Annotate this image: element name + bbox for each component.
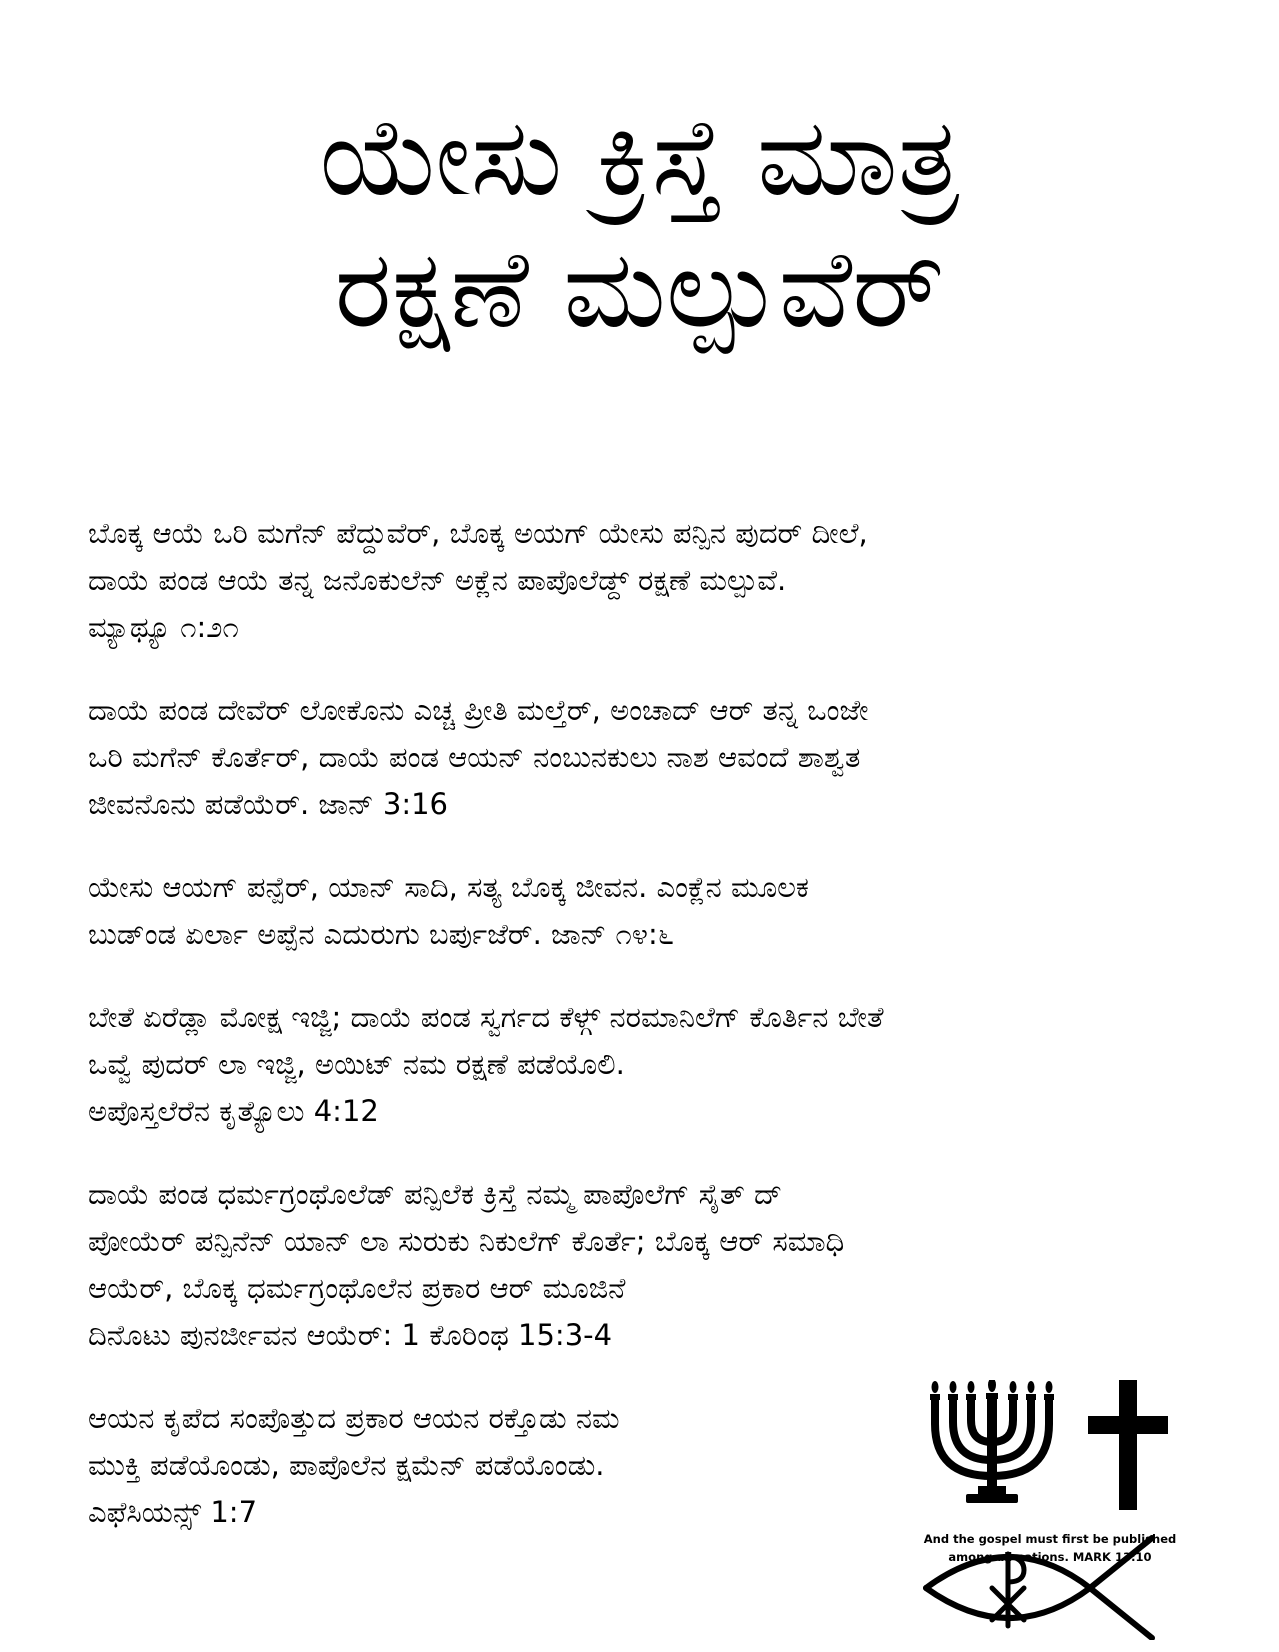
verse-line: ಮುಕ್ತಿ ಪಡೆಯೊಂಡು, ಪಾಪೊಲೆನ ಕ್ಷಮೆನ್ ಪಡೆಯೊಂಡು. <box>88 1448 605 1482</box>
verse-line: ದಾಯೆ ಪಂಡ ಧರ್ಮಗ್ರಂಥೊಲೆಡ್ ಪನ್ಪಿಲೆಕ ಕ್ರಿಸ್ತೆ ನಮ್ಮ ಪಾಪೊಲೆಗ್ ಸೈತ್ ದ್ <box>88 1177 783 1211</box>
footer-line-2: among all nations. MARK 13:10 <box>948 1550 1152 1564</box>
verse-line: ಆಯೆರ್, ಬೊಕ್ಕ ಧರ್ಮಗ್ರಂಥೊಲೆನ ಪ್ರಕಾರ ಆರ್ ಮೂಜಿನೆ <box>88 1271 626 1305</box>
verse-john-3-16 <box>88 687 1208 828</box>
verse-line: ಯೇಸು ಆಯಗ್ ಪನ್ಪೆರ್, ಯಾನ್ ಸಾದಿ, ಸತ್ಯ ಬೊಕ್ಕ ಜೀವನ. ಎಂಕ್ಲೆನ ಮೂಲಕ <box>88 870 809 904</box>
verse-line: ಬೇತೆ ಏರೆಡ್ಲಾ ಮೋಕ್ಷ ಇಜ್ಜಿ; ದಾಯೆ ಪಂಡ ಸ್ವರ್ಗದ ಕೆಳ್ಗ್ ನರಮಾನಿಲೆಗ್ ಕೊರ್ತಿನ ಬೇತೆ <box>88 1000 884 1034</box>
cross-icon <box>1088 1380 1168 1510</box>
verse-line: ದಿನೊಟು ಪುನರ್ಜೀವನ ಆಯೆರ್: 1 ಕೊರಿಂಥ 15:3-4 <box>88 1318 613 1352</box>
footer-line-1: And the gospel must first be published <box>923 1532 1177 1546</box>
title-line-1: ಯೇಸು ಕ್ರಿಸ್ತೆ ಮಾತ್ರ <box>319 95 960 220</box>
verse-line: ದಾಯೆ ಪಂಡ ದೇವೆರ್ ಲೋಕೊನು ಎಚ್ಚ ಪ್ರೀತಿ ಮಲ್ತೆರ್, ಅಂಚಾದ್ ಆರ್ ತನ್ನ ಒಂಜೇ <box>88 693 869 727</box>
verse-line: ದಾಯೆ ಪಂಡ ಆಯೆ ತನ್ನ ಜನೊಕುಲೆನ್ ಅಕ್ಲೆನ ಪಾಪೊಲೆಡ್ದ್ ರಕ್ಷಣೆ ಮಲ್ಪುವೆ. <box>88 563 787 597</box>
verse-line: ಬೊಕ್ಕ ಆಯೆ ಒರಿ ಮಗೆನ್ ಪೆದ್ದುವೆರ್, ಬೊಕ್ಕ ಅಯಗ್ ಯೇಸು ಪನ್ಪಿನ ಪುದರ್ ದೀಲೆ, <box>88 516 868 550</box>
verse-1-corinthians-15 <box>88 1171 1208 1359</box>
verse-line: ಜೀವನೊನು ಪಡೆಯೆರ್. ಜಾನ್ 3:16 <box>88 787 449 821</box>
verse-reference: ಎಫೆಸಿಯನ್ಸ್ 1:7 <box>88 1495 258 1529</box>
title-line-2: ರಕ್ಷಣೆ ಮಲ್ಪುವೆರ್ <box>334 227 945 352</box>
footer-quote <box>900 1530 1200 1566</box>
verse-line: ಒರಿ ಮಗೆನ್ ಕೊರ್ತೆರ್, ದಾಯೆ ಪಂಡ ಆಯನ್ ನಂಬುನಕುಲು ನಾಶ ಆವಂದೆ ಶಾಶ್ವತ <box>88 740 861 774</box>
page-title <box>60 92 1219 356</box>
verse-reference: ಅಪೊಸ್ತಲೆರೆನ ಕೃತ್ಯೊಲು 4:12 <box>88 1094 379 1128</box>
verse-reference: ಮ್ಯಾಥ್ಯೂ ೧:೨೧ <box>88 610 239 644</box>
verse-line: ಬುಡ್‍ಂಡ ಏರ್ಲಾ ಅಪ್ಪೆನ ಎದುರುಗು ಬರ್ಪುಜೆರ್. ಜಾನ್ ೧೪:೬ <box>88 917 674 951</box>
verse-john-14-6 <box>88 864 1208 958</box>
menorah-icon <box>930 1380 1055 1510</box>
verse-line: ಒವ್ವೆ ಪುದರ್ ಲಾ ಇಜ್ಜಿ, ಅಯಿಟ್ ನಮ ರಕ್ಷಣೆ ಪಡೆಯೊಲಿ. <box>88 1047 625 1081</box>
verse-line: ಆಯನ ಕೃಪೆದ ಸಂಪೊತ್ತುದ ಪ್ರಕಾರ ಆಯನ ರಕ್ತೊಡು ನಮ <box>88 1401 620 1435</box>
verse-line: ಪೋಯೆರ್ ಪನ್ಪಿನೆನ್ ಯಾನ್ ಲಾ ಸುರುಕು ನಿಕುಲೆಗ್ ಕೊರ್ತೆ; ಬೊಕ್ಕ ಆರ್ ಸಮಾಧಿ <box>88 1224 845 1258</box>
verse-acts-4-12 <box>88 994 1208 1135</box>
verse-matthew <box>88 510 1208 651</box>
